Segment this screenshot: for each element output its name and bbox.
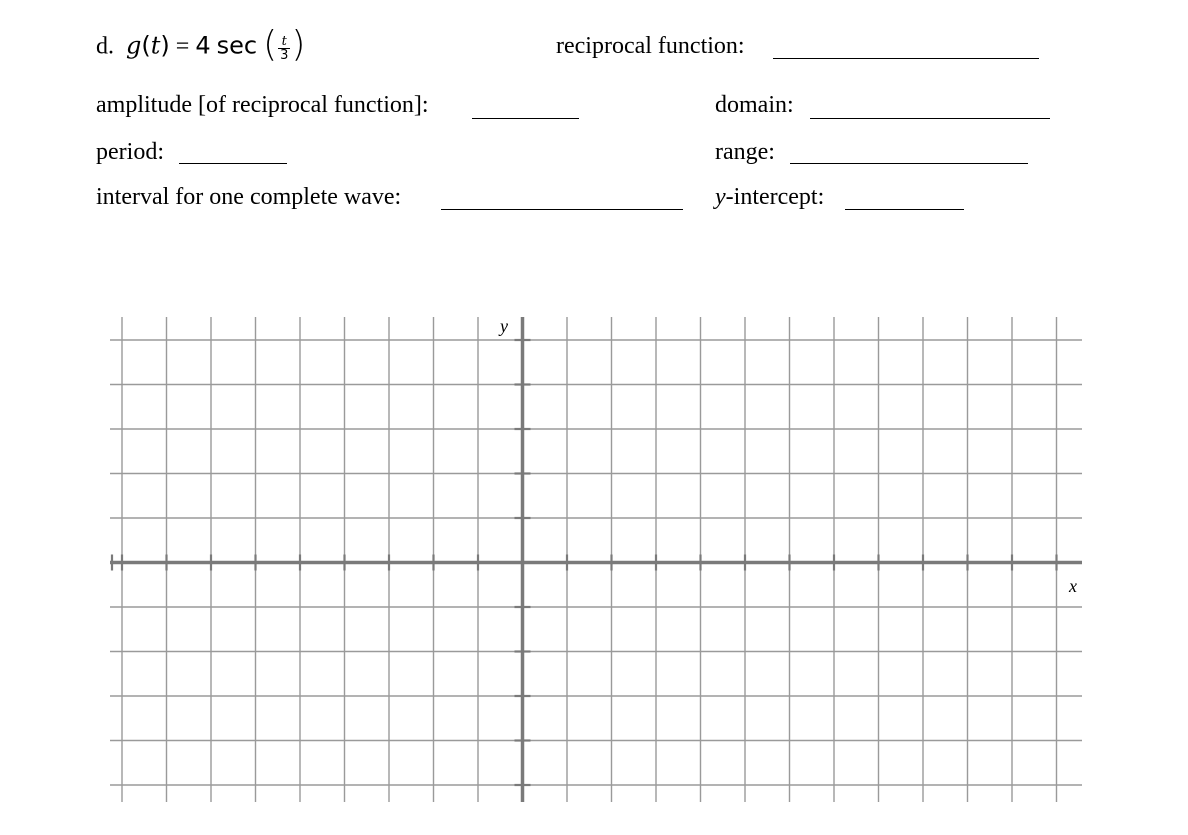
trig-function: sec [216,31,258,60]
domain-label: domain: [715,92,794,118]
function-name: g [126,31,142,60]
interval-label: interval for one complete wave: [96,184,402,210]
y-axis-label: y [500,316,508,336]
coefficient: 4 [195,31,211,60]
problem-letter: d. [96,33,114,60]
problem-equation: d. g(t) = 4 sec ( $\frac{t}{3}$ ) [96,24,306,65]
reciprocal-function-label: reciprocal function: [556,33,745,59]
fraction-numerator: t [278,35,290,49]
y-intercept-rest: -intercept: [725,184,825,210]
range-label: range: [715,139,775,165]
function-variable: t [150,31,161,60]
y-intercept-var: y [715,184,726,210]
period-label: period: [96,139,164,165]
fraction-denominator: 3 [280,47,289,63]
x-axis-label: x [1069,576,1077,596]
amplitude-label: amplitude [of reciprocal function]: [96,92,429,118]
